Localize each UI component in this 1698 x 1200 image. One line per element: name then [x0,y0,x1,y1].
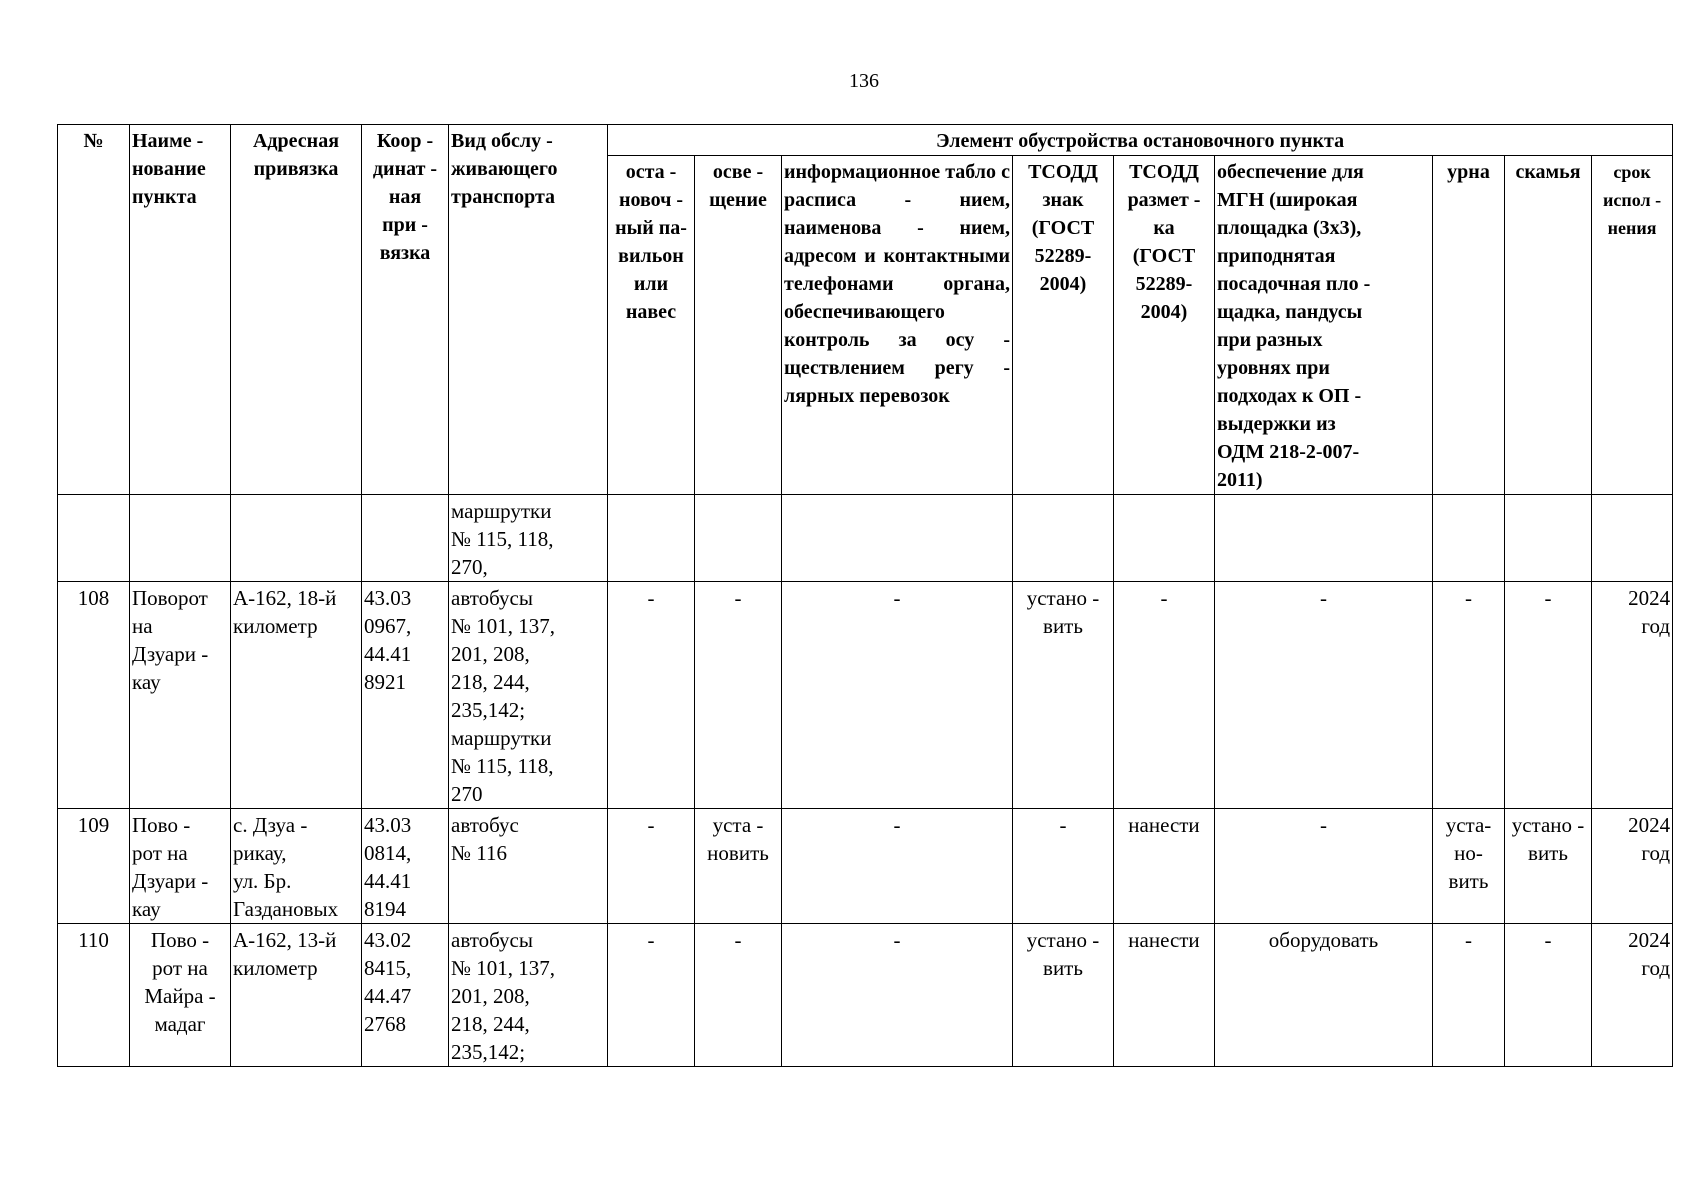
row-lighting: уста - новить [695,809,782,924]
row-num [58,495,130,582]
row-coords: 43.03 0967, 44.41 8921 [362,582,449,809]
row-address [231,495,362,582]
row-address: А-162, 13-й километр [231,924,362,1067]
header-coords: Коор - динат - ная при - вязка [362,125,449,495]
row-lighting [695,495,782,582]
header-pavilion: оста - новоч - ный па- вильон или навес [608,156,695,495]
row-name: Пово - рот на Дзуари - кау [130,809,231,924]
row-address: А-162, 18-й километр [231,582,362,809]
row-num: 108 [58,582,130,809]
table-row [58,809,1673,924]
header-sign: ТСОДД знак (ГОСТ 52289- 2004) [1013,156,1114,495]
row-urn: уста- но- вить [1433,809,1505,924]
header-transport: Вид обслу - живающего транспорта [449,125,608,495]
row-sign: устано - вить [1013,582,1114,809]
row-info: - [782,924,1013,1067]
row-num: 109 [58,809,130,924]
row-lighting: - [695,924,782,1067]
row-info: - [782,582,1013,809]
row-pavilion: - [608,582,695,809]
header-info-board: информационное табло с расписа - нием, наименова - нием, адресом и контактными телефонами органа, обеспечивающего контроль за осу - ществлением регу - лярных перевозок [782,156,1013,495]
row-info: - [782,809,1013,924]
row-sign: устано - вить [1013,924,1114,1067]
table-row [58,924,1673,1067]
row-bench [1505,495,1592,582]
row-marking [1114,495,1215,582]
row-transport: автобусы № 101, 137, 201, 208, 218, 244, 235,142; маршрутки № 115, 118, 270 [449,582,608,809]
row-coords: 43.02 8415, 44.47 2768 [362,924,449,1067]
row-bench: - [1505,582,1592,809]
table-row [58,495,1673,582]
row-urn: - [1433,582,1505,809]
row-mgn [1215,495,1433,582]
header-mgn: обеспечение для МГН (широкая площадка (3х3), приподнятая посадочная пло - щадка, пандусы при разных уровнях при подходах к ОП - выдержки из ОДМ 218-2-007- 2011) [1215,156,1433,495]
header-urn: урна [1433,156,1505,495]
header-num: № [58,125,130,495]
row-mgn: оборудовать [1215,924,1433,1067]
row-transport: маршрутки № 115, 118, 270, [449,495,608,582]
bus-stops-table [57,124,1673,1067]
row-address: с. Дзуа - рикау, ул. Бр. Газдановых [231,809,362,924]
row-name [130,495,231,582]
header-name: Наиме - нование пункта [130,125,231,495]
row-urn: - [1433,924,1505,1067]
row-name: Пово - рот на Майра - мадаг [130,924,231,1067]
row-sign: - [1013,809,1114,924]
row-marking: нанести [1114,924,1215,1067]
row-transport: автобус № 116 [449,809,608,924]
row-num: 110 [58,924,130,1067]
row-pavilion: - [608,809,695,924]
row-pavilion [608,495,695,582]
header-group: Элемент обустройства остановочного пункта [608,125,1673,156]
row-year: 2024 год [1592,924,1673,1067]
row-lighting: - [695,582,782,809]
header-bench: скамья [1505,156,1592,495]
row-sign [1013,495,1114,582]
row-marking: - [1114,582,1215,809]
row-name: Поворот на Дзуари - кау [130,582,231,809]
table-row [58,582,1673,809]
row-marking: нанести [1114,809,1215,924]
row-mgn: - [1215,582,1433,809]
row-bench: - [1505,924,1592,1067]
row-bench: устано - вить [1505,809,1592,924]
row-info [782,495,1013,582]
row-coords: 43.03 0814, 44.41 8194 [362,809,449,924]
header-deadline: срок испол - нения [1592,156,1673,495]
row-coords [362,495,449,582]
row-year [1592,495,1673,582]
row-pavilion: - [608,924,695,1067]
row-transport: автобусы № 101, 137, 201, 208, 218, 244, 235,142; [449,924,608,1067]
row-year: 2024 год [1592,582,1673,809]
header-lighting: осве - щение [695,156,782,495]
header-row-1 [58,125,1673,156]
header-address: Адресная привязка [231,125,362,495]
header-marking: ТСОДД размет - ка (ГОСТ 52289- 2004) [1114,156,1215,495]
row-urn [1433,495,1505,582]
row-mgn: - [1215,809,1433,924]
page-number: 136 [849,70,879,92]
row-year: 2024 год [1592,809,1673,924]
